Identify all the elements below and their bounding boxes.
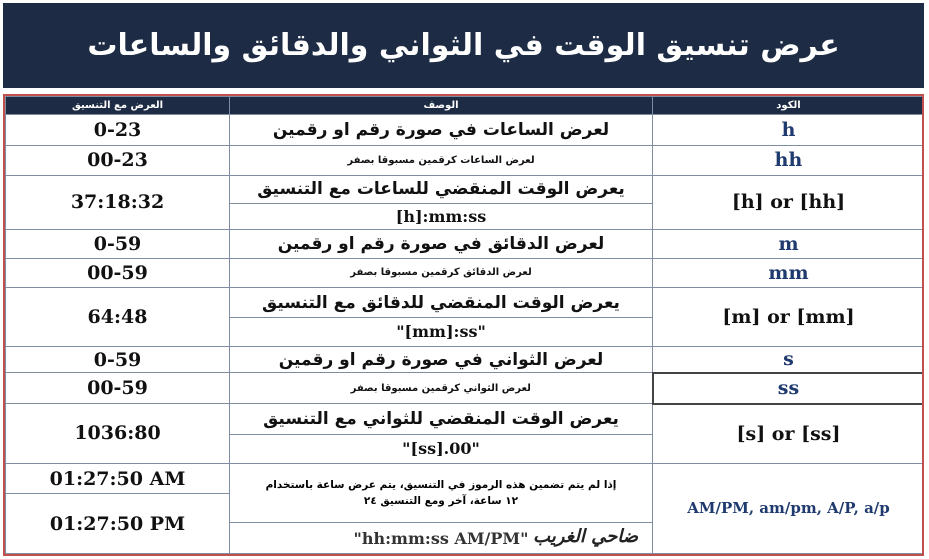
display-cell: 00-59	[6, 373, 230, 404]
table-row	[6, 145, 925, 175]
code-cell: s	[653, 346, 925, 373]
table-row	[6, 346, 925, 373]
table-row	[6, 404, 925, 435]
header-display: العرض مع التنسيق	[6, 97, 230, 115]
code-cell: hh	[653, 145, 925, 175]
table-row	[6, 229, 925, 258]
display-cell: 00-23	[6, 145, 230, 175]
signature: ضاحي الغريب	[533, 526, 638, 547]
description-cell: لعرض الثواني في صورة رقم او رقمين	[230, 346, 653, 373]
code-cell: [m] or [mm]	[653, 288, 925, 346]
display-cell-pm: 01:27:50 PM	[6, 494, 230, 554]
header-row	[6, 97, 925, 115]
format-table	[5, 96, 924, 554]
header-code: الكود	[653, 97, 925, 115]
description-cell: لعرض الساعات كرقمين مسبوقا بصفر	[230, 145, 653, 175]
description-cell: لعرض الدقائق في صورة رقم او رقمين	[230, 229, 653, 258]
display-cell: 64:48	[6, 288, 230, 346]
table-row	[6, 288, 925, 318]
description-cell: يعرض الوقت المنقضي للساعات مع التنسيق	[230, 175, 653, 204]
note-cell: إذا لم يتم تضمين هذه الرموز في التنسيق، يتم عرض ساعة باستخدام ١٢ ساعة، آخر ومع التنسيق ٢٤	[230, 463, 653, 522]
code-cell: h	[653, 115, 925, 146]
code-cell: m	[653, 229, 925, 258]
display-cell: 37:18:32	[6, 175, 230, 229]
display-cell: 0-59	[6, 229, 230, 258]
time-format-table	[3, 94, 924, 556]
format-text: "hh:mm:ss AM/PM"	[353, 528, 529, 548]
table-row	[6, 115, 925, 146]
description-cell: يعرض الوقت المنقضي للثواني مع التنسيق	[230, 404, 653, 435]
description-cell: لعرض الدقائق كرقمين مسبوقا بصفر	[230, 258, 653, 288]
display-cell: 0-59	[6, 346, 230, 373]
description-cell: لعرض الثواني كرقمين مسبوقا بصفر	[230, 373, 653, 404]
table-row	[6, 175, 925, 204]
code-cell: mm	[653, 258, 925, 288]
display-cell-am: 01:27:50 AM	[6, 463, 230, 494]
format-cell: [h]:mm:ss	[230, 204, 653, 230]
format-cell: "[ss].00"	[230, 434, 653, 463]
code-cell: [s] or [ss]	[653, 404, 925, 463]
table-row	[6, 258, 925, 288]
display-cell: 0-23	[6, 115, 230, 146]
code-cell: AM/PM, am/pm, A/P, a/p	[653, 463, 925, 553]
header-description: الوصف	[230, 97, 653, 115]
table-row	[6, 373, 925, 404]
page-title: عرض تنسيق الوقت في الثواني والدقائق والساعات	[3, 3, 924, 88]
format-cell	[230, 523, 653, 554]
display-cell: 00-59	[6, 258, 230, 288]
description-cell: لعرض الساعات في صورة رقم او رقمين	[230, 115, 653, 146]
code-cell: [h] or [hh]	[653, 175, 925, 229]
display-cell: 1036:80	[6, 404, 230, 463]
table-row	[6, 463, 925, 494]
code-cell: ss	[653, 373, 925, 404]
description-cell: يعرض الوقت المنقضي للدقائق مع التنسيق	[230, 288, 653, 318]
format-cell: "[mm]:ss"	[230, 318, 653, 347]
